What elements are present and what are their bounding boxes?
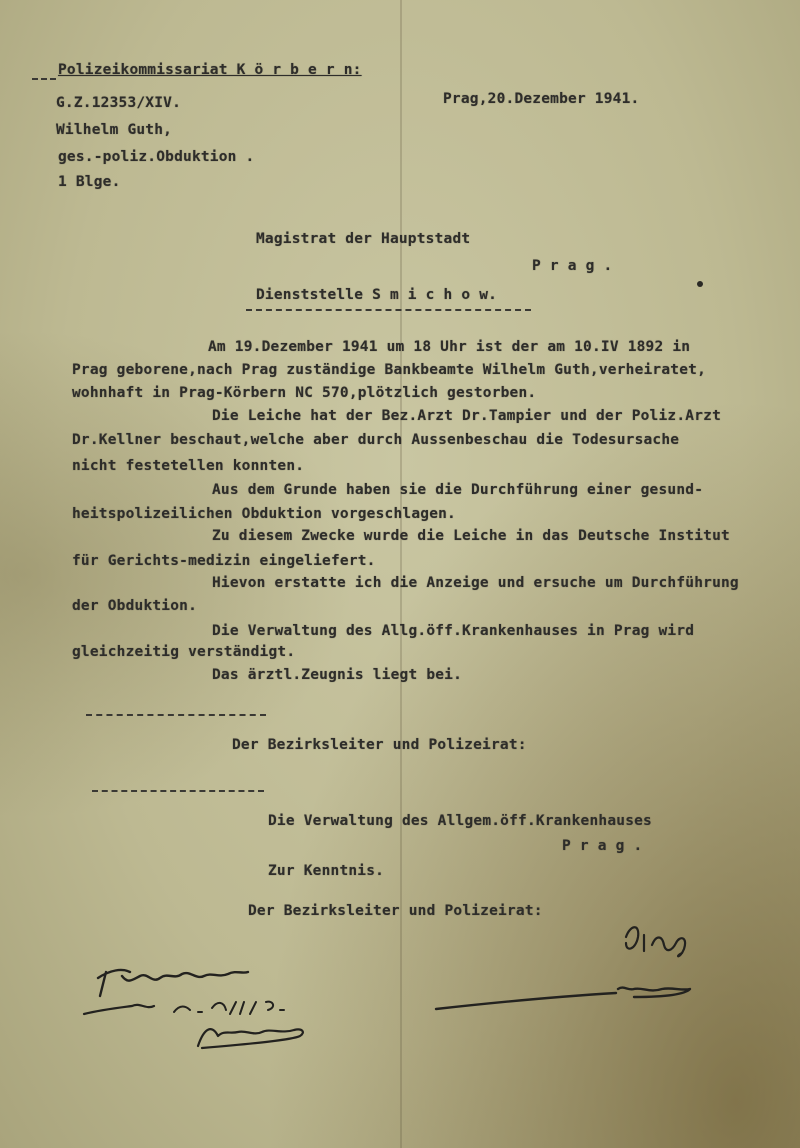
signature-title-1: Der Bezirksleiter und Polizeirat: — [232, 737, 527, 753]
body-line-8: heitspolizeilichen Obduktion vorgeschlagen. — [72, 506, 456, 522]
body-line-2: Prag geborene,nach Prag zuständige Bankbeamte Wilhelm Guth,verheiratet, — [72, 362, 707, 378]
body-line-6: nicht festetellen konnten. — [72, 458, 305, 474]
place-date: Prag,20.Dezember 1941. — [443, 91, 640, 107]
recipient-line-2: P r a g . — [532, 258, 613, 274]
subject-matter: ges.-poliz.Obduktion . — [58, 149, 255, 165]
signature-line-1 — [86, 714, 266, 716]
body-line-9: Zu diesem Zwecke wurde die Leiche in das Deutsche Institut — [212, 528, 730, 544]
heading-rule — [32, 78, 56, 80]
body-line-12: der Obduktion. — [72, 598, 198, 614]
recipient-underline — [246, 309, 531, 311]
copy-to-line-2: P r a g . — [562, 838, 643, 854]
body-line-11: Hievon erstatte ich die Anzeige und ersuche um Durchführung — [212, 575, 739, 591]
body-line-5: Dr.Kellner beschaut,welche aber durch Aussenbeschau die Todesursache — [72, 432, 680, 448]
body-line-7: Aus dem Grunde haben sie die Durchführung einer gesund- — [212, 482, 704, 498]
subject-name: Wilhelm Guth, — [56, 122, 173, 138]
recipient-line-1: Magistrat der Hauptstadt — [256, 231, 471, 247]
copy-to-line-1: Die Verwaltung des Allgem.öff.Krankenhauses — [268, 813, 652, 829]
body-line-10: für Gerichts-medizin eingeliefert. — [72, 553, 376, 569]
handwritten-registration-note — [70, 950, 330, 1060]
ink-speck — [694, 278, 706, 290]
reference-number: G.Z.12353/XIV. — [56, 95, 182, 111]
body-line-4: Die Leiche hat der Bez.Arzt Dr.Tampier und der Poliz.Arzt — [212, 408, 721, 424]
office-heading: Polizeikommissariat K ö r b e r n: — [58, 62, 362, 78]
enclosures: 1 Blge. — [58, 174, 121, 190]
fold-crease — [400, 0, 402, 1148]
body-line-13: Die Verwaltung des Allg.öff.Krankenhauses in Prag wird — [212, 623, 695, 639]
body-line-3: wohnhaft in Prag-Körbern NC 570,plötzlich gestorben. — [72, 385, 537, 401]
signature-line-2 — [92, 790, 264, 792]
body-line-1: Am 19.Dezember 1941 um 18 Uhr ist der am 10.IV 1892 in — [208, 339, 691, 355]
copy-to-note: Zur Kenntnis. — [268, 863, 385, 879]
recipient-line-3: Dienststelle S m i c h o w. — [256, 287, 498, 303]
handwritten-signature — [430, 915, 710, 1015]
body-line-14: gleichzeitig verständigt. — [72, 644, 296, 660]
copy-to-signature-title: Der Bezirksleiter und Polizeirat: — [248, 903, 543, 919]
body-line-15: Das ärztl.Zeugnis liegt bei. — [212, 667, 463, 683]
